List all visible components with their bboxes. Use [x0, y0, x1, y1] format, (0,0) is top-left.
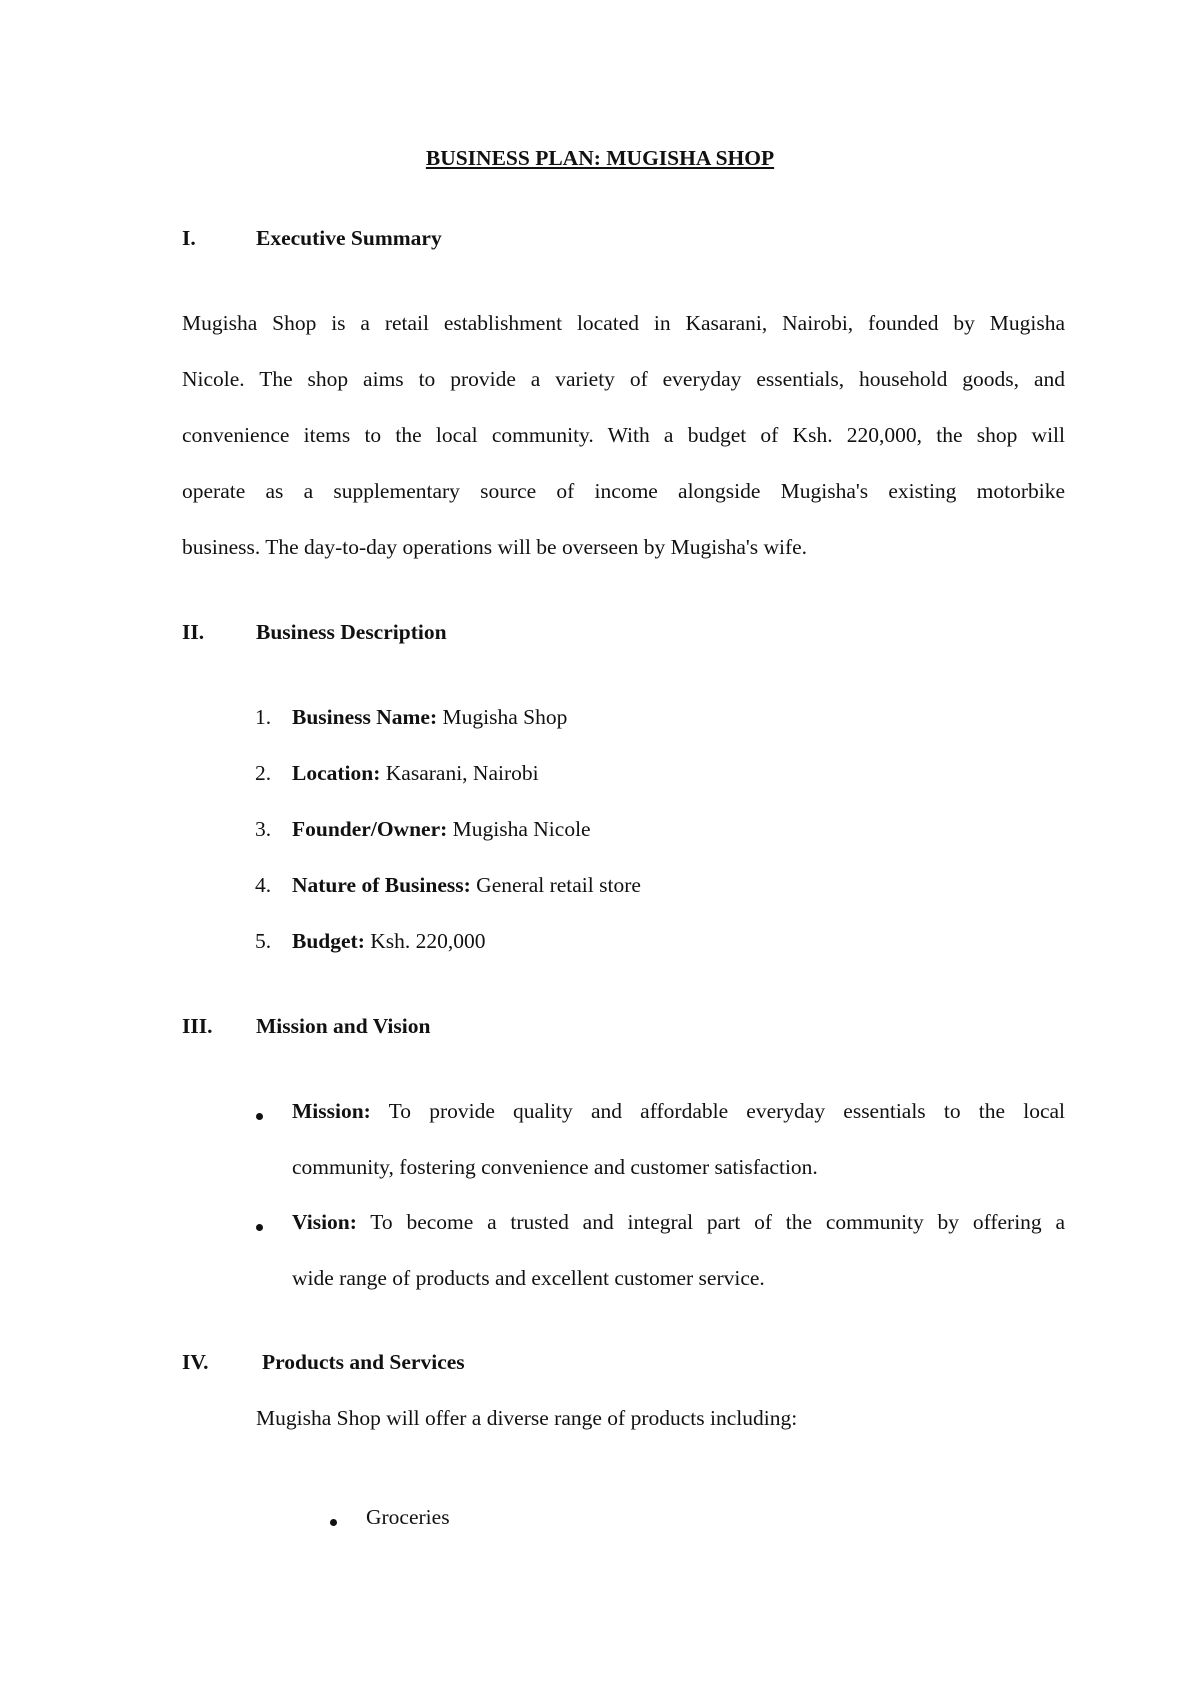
vision-text [292, 1210, 1065, 1235]
vision-label: Vision: [292, 1210, 357, 1234]
products-intro: Mugisha Shop will offer a diverse range of products including: [256, 1406, 798, 1430]
list-item-number: 3. [255, 817, 272, 841]
list-item-value: Mugisha Nicole [447, 817, 591, 841]
list-item [292, 817, 591, 842]
list-item-label: Budget: [292, 929, 365, 953]
exec-summary-line: operate as a supplementary source of income alongside Mugisha's existing motorbike [182, 479, 1065, 503]
section-3-numeral: III. [182, 1014, 213, 1038]
section-4-numeral: IV. [182, 1350, 209, 1374]
list-item-value: Kasarani, Nairobi [380, 761, 539, 785]
bullet-icon [256, 1113, 263, 1120]
exec-summary-line: convenience items to the local community. With a budget of Ksh. 220,000, the shop will [182, 423, 1065, 447]
section-1-heading: Executive Summary [256, 226, 442, 250]
vision-line-1: To become a trusted and integral part of the community by offering a [356, 1210, 1065, 1234]
mission-line-1: To provide quality and affordable everyday essentials to the local [370, 1099, 1065, 1123]
list-item-label: Nature of Business: [292, 873, 471, 897]
exec-summary-line: Mugisha Shop is a retail establishment located in Kasarani, Nairobi, founded by Mugisha [182, 311, 1065, 335]
section-1-numeral: I. [182, 226, 196, 250]
list-item [292, 929, 486, 954]
mission-text [292, 1099, 1065, 1124]
list-item [292, 761, 539, 786]
list-item-value: General retail store [470, 873, 641, 897]
list-item-value: Mugisha Shop [437, 705, 568, 729]
list-item-label: Location: [292, 761, 381, 785]
mission-line-2: community, fostering convenience and customer satisfaction. [292, 1155, 818, 1179]
list-item [292, 705, 567, 730]
section-4-heading: Products and Services [262, 1350, 465, 1374]
product-item-groceries: Groceries [366, 1505, 450, 1529]
list-item-number: 2. [255, 761, 272, 785]
list-item-number: 1. [255, 705, 272, 729]
list-item-value: Ksh. 220,000 [364, 929, 486, 953]
mission-label: Mission: [292, 1099, 371, 1123]
section-3-heading: Mission and Vision [256, 1014, 431, 1038]
bullet-icon [330, 1519, 337, 1526]
exec-summary-line: business. The day-to-day operations will be overseen by Mugisha's wife. [182, 535, 808, 559]
list-item-label: Founder/Owner: [292, 817, 448, 841]
list-item [292, 873, 641, 898]
document-title: BUSINESS PLAN: MUGISHA SHOP [425, 146, 775, 170]
list-item-label: Business Name: [292, 705, 438, 729]
list-item-number: 4. [255, 873, 272, 897]
exec-summary-line: Nicole. The shop aims to provide a variety of everyday essentials, household goods, and [182, 367, 1065, 391]
list-item-number: 5. [255, 929, 272, 953]
vision-line-2: wide range of products and excellent customer service. [292, 1266, 765, 1290]
section-2-heading: Business Description [256, 620, 447, 644]
bullet-icon [256, 1224, 263, 1231]
section-2-numeral: II. [182, 620, 205, 644]
